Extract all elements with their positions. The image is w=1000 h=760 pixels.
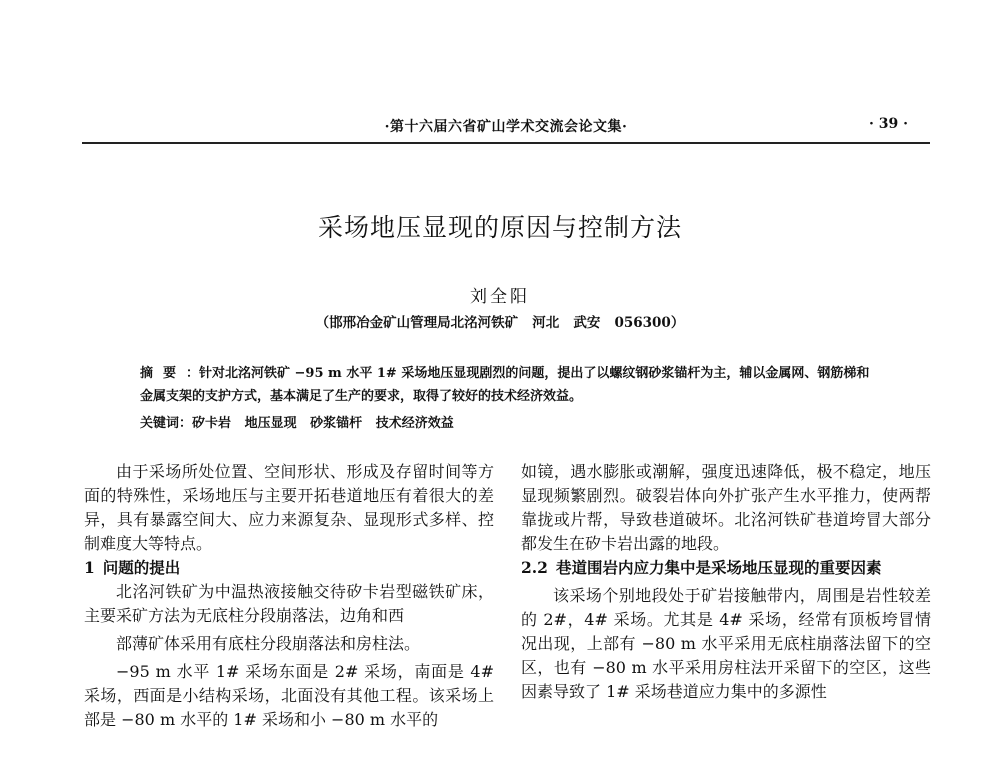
paragraph: 该采场个别地段处于矿岩接触带内，周围是岩性较差的 2#，4# 采场。尤其是 4# 采场，经常有顶板垮冒情况出现，上部有 −80 m 水平采用无底柱崩落法留下的空区，也有 −80 m 水平采用房柱法开采留下的空区，这些因素导致了 1# 采场巷道应力集中的多源性 (521, 586, 931, 701)
paragraph: 北洺河铁矿为中温热液接触交待矽卡岩型磁铁矿床，主要采矿方法为无底柱分段崩落法，边角和西 (84, 582, 494, 625)
author: 刘全阳 (470, 287, 530, 307)
paragraph: 由于采场所处位置、空间形状、形成及存留时间等方面的特殊性，采场地压与主要开拓巷道地压有着很大的差异，具有暴露空间大、应力来源复杂、显现形式多样、控制难度大等特点。 (84, 462, 494, 553)
abstract (140, 362, 880, 408)
abstract-label: 摘要 (140, 366, 187, 381)
section-title: 问题的提出 (102, 558, 181, 577)
section-number: 1 (84, 558, 95, 577)
left-column (84, 460, 494, 732)
paragraph: 如镜，遇水膨胀或潮解，强度迅速降低，极不稳定，地压显现频繁剧烈。破裂岩体向外扩张产生水平推力，使两帮靠拢或片帮，导致巷道破坏。北洺河铁矿巷道垮冒大部分都发生在矽卡岩出露的地段。 (521, 462, 931, 553)
page-number: · 39 · (869, 116, 908, 132)
header-title: ·第十六届六省矿山学术交流会论文集· (384, 119, 628, 135)
affiliation: （邯邢冶金矿山管理局北洺河铁矿 河北 武安 056300） (315, 315, 685, 331)
article-title: 采场地压显现的原因与控制方法 (317, 213, 682, 242)
right-column (521, 460, 931, 704)
section-heading (84, 556, 494, 580)
section-heading (521, 556, 931, 580)
section-number: 2.2 (521, 558, 548, 577)
abstract-text: ：针对北洺河铁矿 −95 m 水平 1# 采场地压显现剧烈的问题，提出了以螺纹钢砂浆锚杆为主，辅以金属网、钢筋梯和金属支架的支护方式，基本满足了生产的要求，取得了较好的技术经济效益。 (140, 366, 870, 404)
paragraph: −95 m 水平 1# 采场东面是 2# 采场，南面是 4# 采场，西面是小结构采场，北面没有其他工程。该采场上部是 −80 m 水平的 1# 采场和小 −80 m 水平的 (84, 662, 494, 729)
paragraph: 部薄矿体采用有底柱分段崩落法和房柱法。 (116, 634, 421, 653)
section-title: 巷道围岩内应力集中是采场地压显现的重要因素 (555, 558, 882, 577)
running-header (82, 114, 930, 144)
keywords: 关键词：矽卡岩 地压显现 砂浆锚杆 技术经济效益 (140, 416, 454, 431)
